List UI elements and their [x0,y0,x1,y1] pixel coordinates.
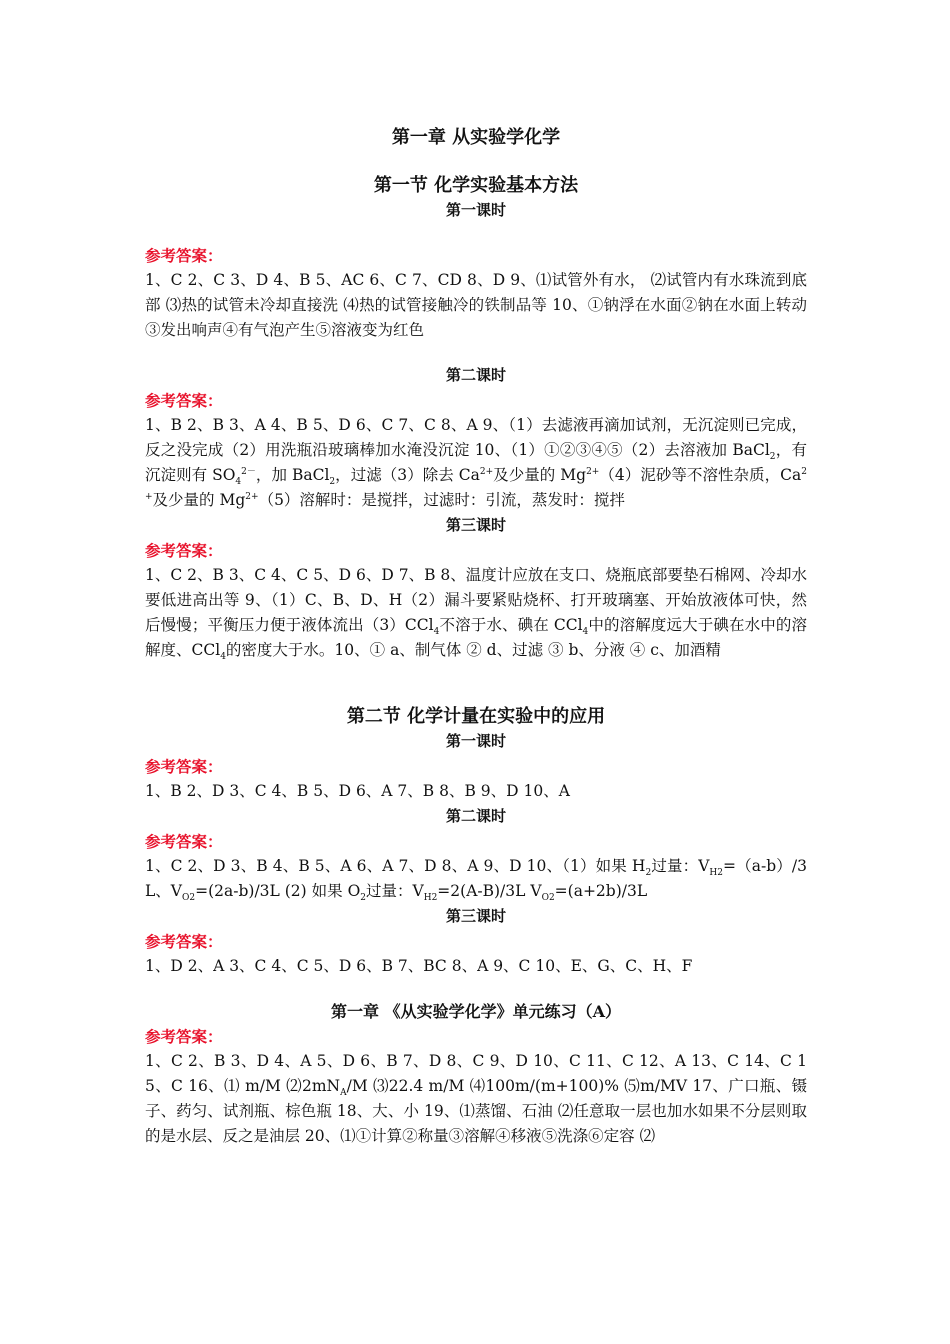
s2-lesson-2-title: 第二课时 [445,807,506,825]
document-content [145,124,807,1149]
answer-label: 参考答案： [145,541,223,560]
s1-lesson-1-title: 第一课时 [445,201,506,219]
s2-lesson-3-answer: 1、D 2、A 3、C 4、C 5、D 6、B 7、BC 8、A 9、C 10、E、G、C、H、F [145,957,693,975]
s1-lesson-3-answer: 1、C 2、B 3、C 4、C 5、D 6、D 7、B 8、温度计应放在支口、烧瓶底部要垫石棉网、冷却水要低进高出等 9、（1）C、B、D、H（2）漏斗要紧贴烧杯、打开玻璃塞、开始放液体可快，然后慢慢；平衡压力便于液体流出（3）CCl$_4$不溶于水、碘在 CCl$_4$中的溶解度远大于碘在水中的溶解度、CCl$_4$的密度大于水。10、① a、制气体 ② d、过滤 ③ b、分液 ④ c、加酒精 [145,566,807,663]
s2-lesson-3-title: 第三课时 [445,907,506,925]
answer-label: 参考答案： [145,832,223,851]
section-1-title: 第一节 化学实验基本方法 [373,175,579,196]
chapter-title: 第一章 从实验学化学 [391,127,561,148]
answer-label: 参考答案： [145,1027,223,1046]
answer-label: 参考答案： [145,757,223,776]
s1-lesson-2-answer: 1、B 2、B 3、A 4、B 5、D 6、C 7、C 8、A 9、（1）去滤液再滴加试剂，无沉淀则已完成，反之没完成（2）用洗瓶沿玻璃棒加水淹没沉淀 10、（1）①②③④⑤（2）去溶液加 BaCl$_2$，有沉淀则有 $SO_4^{2-}$，加 BaCl$_2$，过滤（3）除去 $Ca^{2+}$及少量的 $Mg^{2+}(4)$泥砂等不溶性杂质，$Ca^{2+}$及少量的 $Mg^{2+}(5)$溶解时：是搅拌，过滤时：引流，蒸发时：搅拌 [145,416,807,509]
s2-lesson-1-title: 第一课时 [445,732,506,750]
unit-a-title: 第一章 《从实验学化学》单元练习（A） [331,1002,621,1021]
answer-label: 参考答案： [145,391,223,410]
s1-lesson-2-title: 第二课时 [445,366,506,384]
unit-a-answer: 1、C 2、B 3、D 4、A 5、D 6、B 7、D 8、C 9、D 10、C 11、C 12、A 13、C 14、C 15、C 16、⑴ m/M $⑵2mN_A/M$ ⑶22.4 m/M ⑷100m/(m+100)% ⑸m/MV 17、广口瓶、镊子、药匀、试剂瓶、棕色瓶 18、大、小 19、⑴蒸馏、石油 ⑵任意取一层也加水如果不分层则取的是水层、反之是油层 20、⑴①计算②称量③溶解④移液⑤洗涤⑥定容 ⑵ [145,1052,808,1145]
s2-lesson-1-answer: 1、B 2、D 3、C 4、B 5、D 6、A 7、B 8、B 9、D 10、A [145,782,570,800]
s1-lesson-1-answer: 1、C 2、C 3、D 4、B 5、AC 6、C 7、CD 8、D 9、⑴试管外有水， ⑵试管内有水珠流到底部 ⑶热的试管未冷却直接洗 ⑷热的试管接触冷的铁制品等 10、①钠浮在水面②钠在水面上转动③发出响声④有气泡产生⑤溶液变为红色 [145,271,807,339]
s1-lesson-3-title: 第三课时 [445,516,506,534]
s2-lesson-2-answer: 1、C 2、D 3、B 4、B 5、A 6、A 7、D 8、A 9、D 10、（1）如果 $H_2$过量：$V_{H2}=(a-b)/3L$、$V_{O2}=(2a-b)/3L$ (2) 如果 $O_2$过量：$V_{H2}=2(A-B)/3L$ $V_{O2}=(a+2b)/3L$ [145,857,807,904]
section-2-title: 第二节 化学计量在实验中的应用 [346,706,606,727]
answer-label: 参考答案： [145,246,223,265]
answer-label: 参考答案： [145,932,223,951]
